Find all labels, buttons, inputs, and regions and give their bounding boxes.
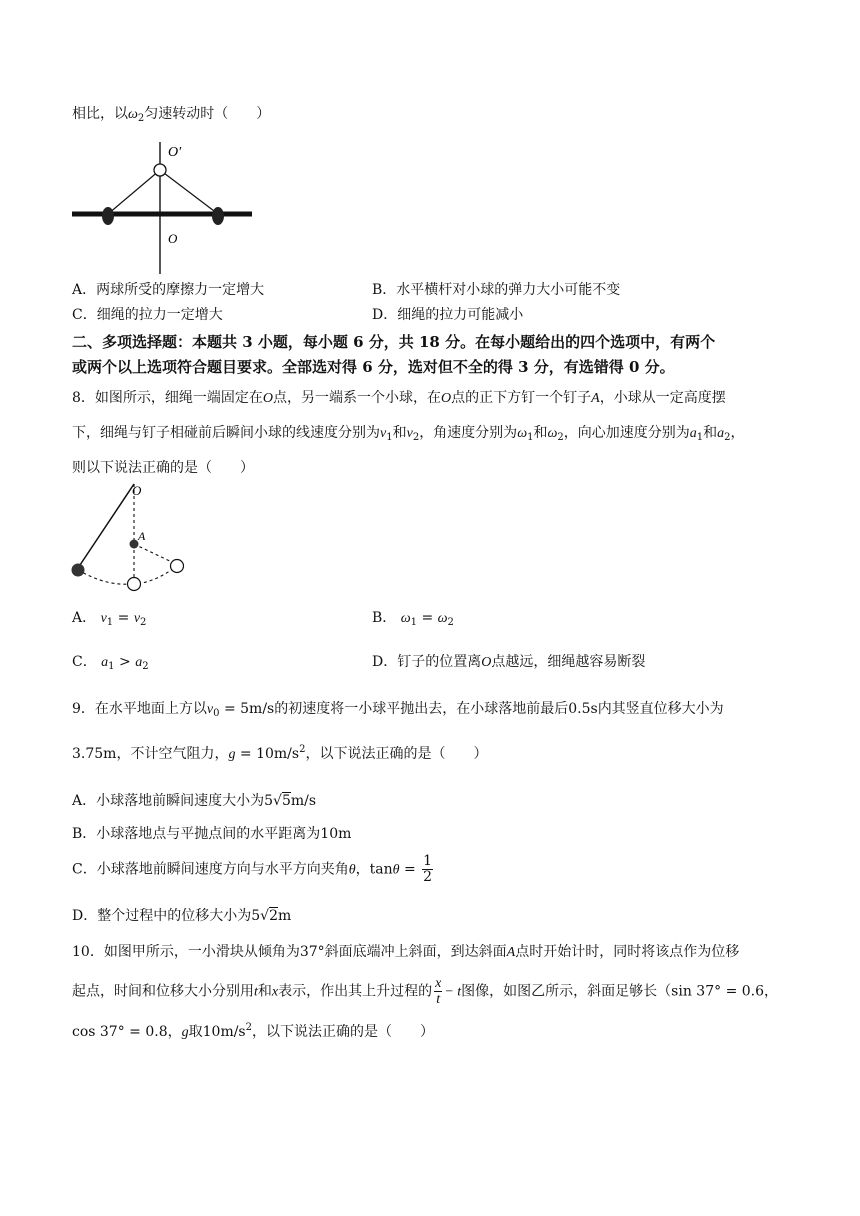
q7-option-b: B．水平横杆对小球的弹力大小可能不变 [372, 282, 621, 298]
q10-stem-line3: cos 37° = 0.8，g取$10m/s^2$，以下说法正确的是（ ） [72, 1022, 434, 1040]
ball-lowest [128, 578, 141, 591]
q7-option-c: C．细绳的拉力一定增大 [72, 307, 223, 323]
q7-stem: 相比，以$\omega_2$匀速转动时（ ） [72, 106, 271, 124]
string-after-nail [134, 544, 176, 564]
swing-arc-left [78, 570, 130, 584]
ball-right [212, 207, 224, 225]
q8-stem-line2: 下，细绳与钉子相碰前后瞬间小球的线速度分别为$v_1$和$v_2$，角速度分别为$\omega_1$和$\omega_2$，向心加速度分别为$a_1$和$a_2$， [72, 425, 745, 443]
q8-stem-line3: 则以下说法正确的是（ ） [72, 460, 254, 476]
string-left [108, 170, 160, 214]
ball-left [102, 207, 114, 225]
label-o-prime: O′ [168, 145, 182, 160]
pivot-point [154, 164, 166, 176]
q9-option-d: D．整个过程中的位移大小为5√2m [72, 908, 292, 924]
q10-stem-line1: 10．如图甲所示，一小滑块从倾角为37°斜面底端冲上斜面，到达斜面A点时开始计时，同时将该点作为位移 [72, 944, 740, 960]
q9-option-a: A．小球落地前瞬间速度大小为5√5m/s [72, 793, 317, 809]
q9-option-b: B．小球落地点与平抛点间的水平距离为10m [72, 826, 352, 842]
label-o: O [168, 231, 178, 246]
q8-option-a: A． $v_1 = v_2$ [72, 610, 147, 628]
swing-arc-right [138, 568, 174, 584]
q8-pendulum-figure [64, 480, 194, 592]
q7-option-a: A．两球所受的摩擦力一定增大 [72, 282, 265, 298]
string-right [160, 170, 218, 214]
q8-stem-line1: 8．如图所示，细绳一端固定在O点，另一端系一个小球，在O点的正下方钉一个钉子A，小球从一定高度摆 [72, 390, 726, 406]
ball-start [72, 564, 85, 577]
q8-option-b: B． $\omega_1 = \omega_2$ [372, 610, 454, 628]
label-o: O [132, 483, 142, 498]
q9-stem-line2: 3.75m，不计空气阻力，$g = 10m/s^2$，以下说法正确的是（ ） [72, 744, 488, 762]
ball-right [171, 560, 184, 573]
q8-option-c: C． $a_1 > a_2$ [72, 654, 149, 672]
section2-header-line2: 或两个以上选项符合题目要求。全部选对得 6 分，选对但不全的得 3 分，有选错得 0 分。 [72, 358, 675, 376]
q9-stem-line1: 9．在水平地面上方以$v_0 = 5m/s$的初速度将一小球平抛出去，在小球落地前最后0.5s内其竖直位移大小为 [72, 701, 724, 719]
q9-option-c: C．小球落地前瞬间速度方向与水平方向夹角θ，tanθ = $\frac{1}{2}$ [72, 853, 433, 885]
pendulum-string [78, 484, 134, 568]
label-a: A [138, 529, 146, 543]
q7-option-d: D．细绳的拉力可能减小 [372, 307, 524, 323]
q8-option-d: D．钉子的位置离O点越远，细绳越容易断裂 [372, 654, 646, 670]
q7-rotating-rod-figure [60, 136, 270, 276]
q10-stem-line2: 起点，时间和位移大小分别用t和x表示，作出其上升过程的 $\frac{x}{t}$ − t图像，如图乙所示，斜面足够长（sin 37° = 0.6， [72, 976, 779, 1007]
section2-header-line1: 二、多项选择题：本题共 3 小题，每小题 6 分，共 18 分。在每小题给出的四个选项中，有两个 [72, 333, 716, 351]
